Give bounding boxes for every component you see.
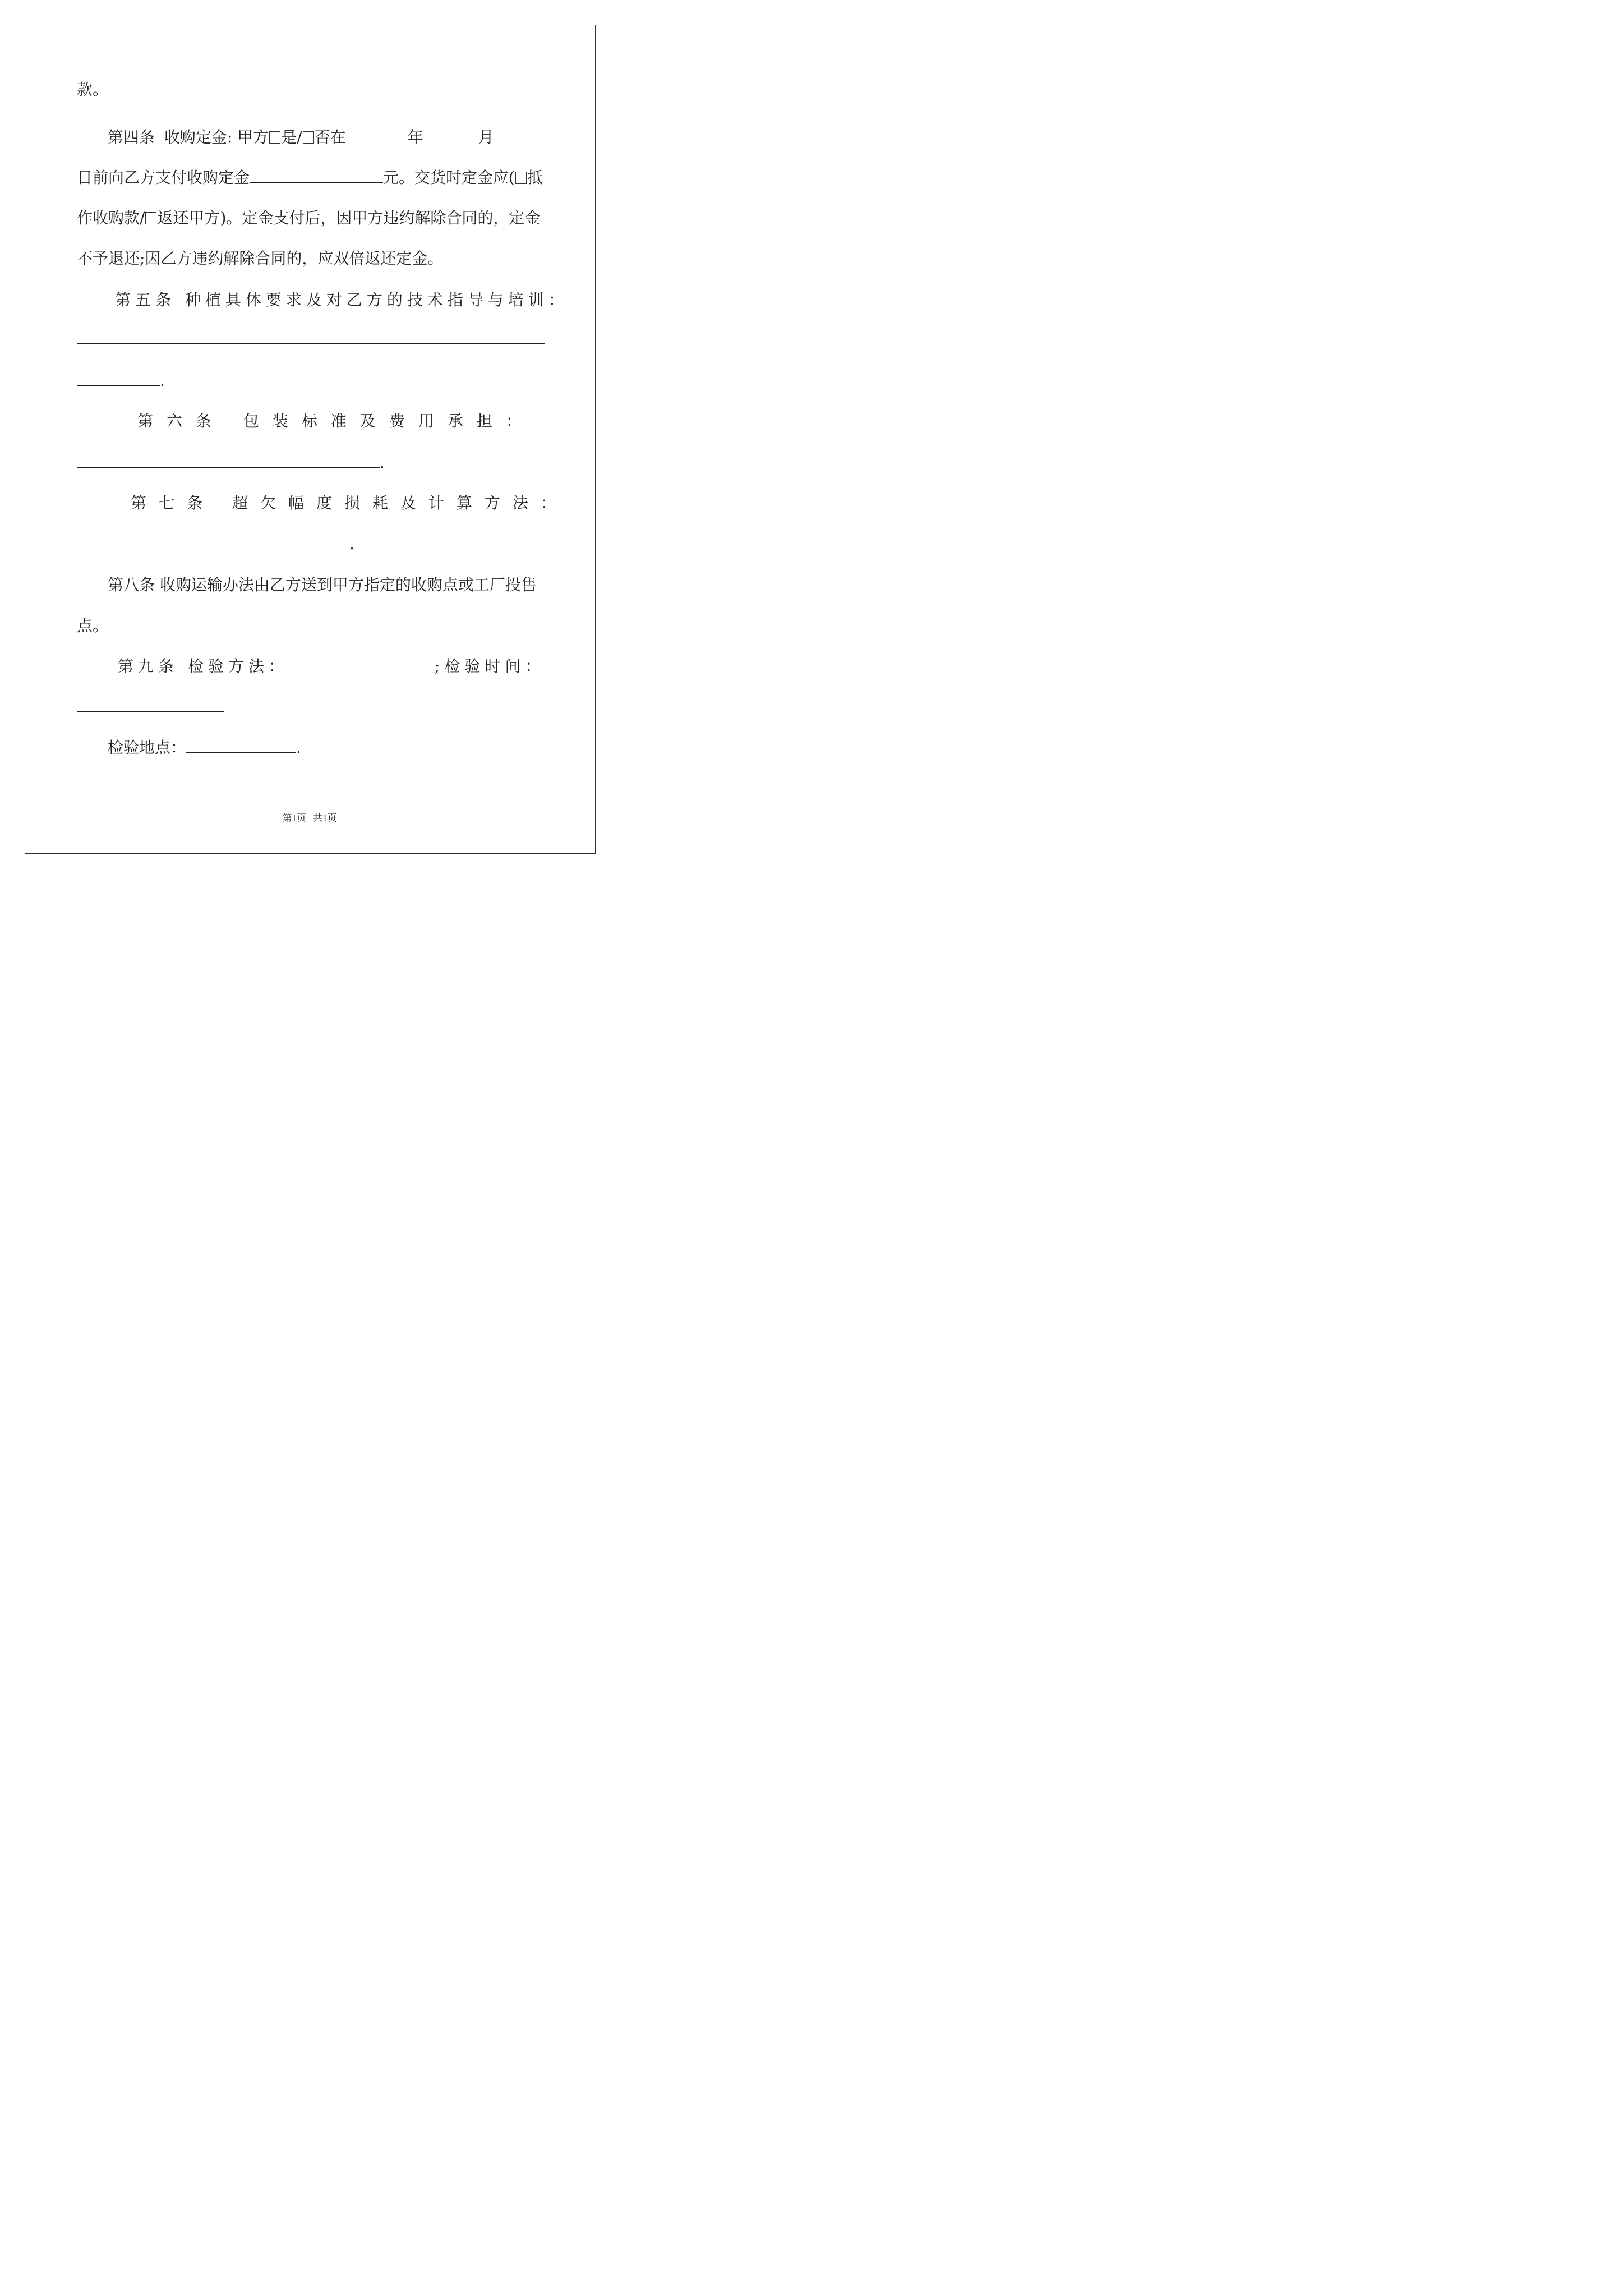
page-footer — [0, 810, 619, 824]
article-4-line-2: 日前向乙方支付收购定金 元。交货时定金应( 抵 — [77, 167, 543, 189]
page-border — [25, 25, 596, 854]
article-9-line: 第九条 检验方法： ;检验时间： — [118, 655, 545, 678]
article-9-blank-row — [77, 696, 224, 718]
blank-requirements[interactable] — [77, 328, 545, 344]
blank-inspection-method[interactable] — [294, 655, 435, 671]
inspection-place-line: 检验地点： . — [108, 737, 301, 759]
article-6-blank-row: . — [77, 452, 385, 474]
checkbox-offset[interactable] — [515, 172, 527, 184]
blank-day[interactable] — [494, 126, 548, 142]
article-7-blank-row: . — [77, 533, 354, 555]
blank-month[interactable] — [423, 126, 478, 142]
blank-packaging[interactable] — [77, 452, 380, 468]
article-8-line-1: 第八条 收购运输办法由乙方送到甲方指定的收购点或工厂投售 — [108, 576, 537, 594]
article-4-line-4: 不予退还;因乙方违约解除合同的，应双倍返还定金。 — [77, 249, 444, 268]
blank-deposit-amount[interactable] — [250, 167, 383, 183]
blank-inspection-place[interactable] — [186, 737, 296, 753]
article-8-line-2: 点。 — [77, 616, 109, 635]
article-5-title: 第五条 种植具体要求及对乙方的技术指导与培训： — [115, 291, 569, 309]
checkbox-yes[interactable] — [269, 131, 280, 144]
article-4-line-1: 第四条 收购定金: 甲方 是/ 否在 年 月 — [108, 126, 548, 149]
blank-year[interactable] — [346, 126, 408, 142]
blank-inspection-time[interactable] — [77, 696, 224, 712]
article-5-blank-row — [77, 328, 545, 350]
page-number: 第1页 — [282, 813, 306, 823]
checkbox-return[interactable] — [145, 212, 156, 224]
checkbox-no[interactable] — [303, 131, 314, 144]
text-line: 款。 — [77, 80, 109, 99]
article-6-title: 第六条 包装标准及费用承担： — [137, 412, 535, 430]
blank-loss-method[interactable] — [77, 533, 349, 549]
article-7-title: 第七条 超欠幅度损耗及计算方法： — [131, 494, 569, 512]
page-total: 共1页 — [313, 813, 337, 823]
blank-requirements-cont[interactable] — [77, 370, 160, 386]
article-5-blank-row-2: . — [77, 370, 165, 392]
article-4-line-3: 作收购款/ 返还甲方)。定金支付后，因甲方违约解除合同的，定金 — [77, 209, 541, 227]
